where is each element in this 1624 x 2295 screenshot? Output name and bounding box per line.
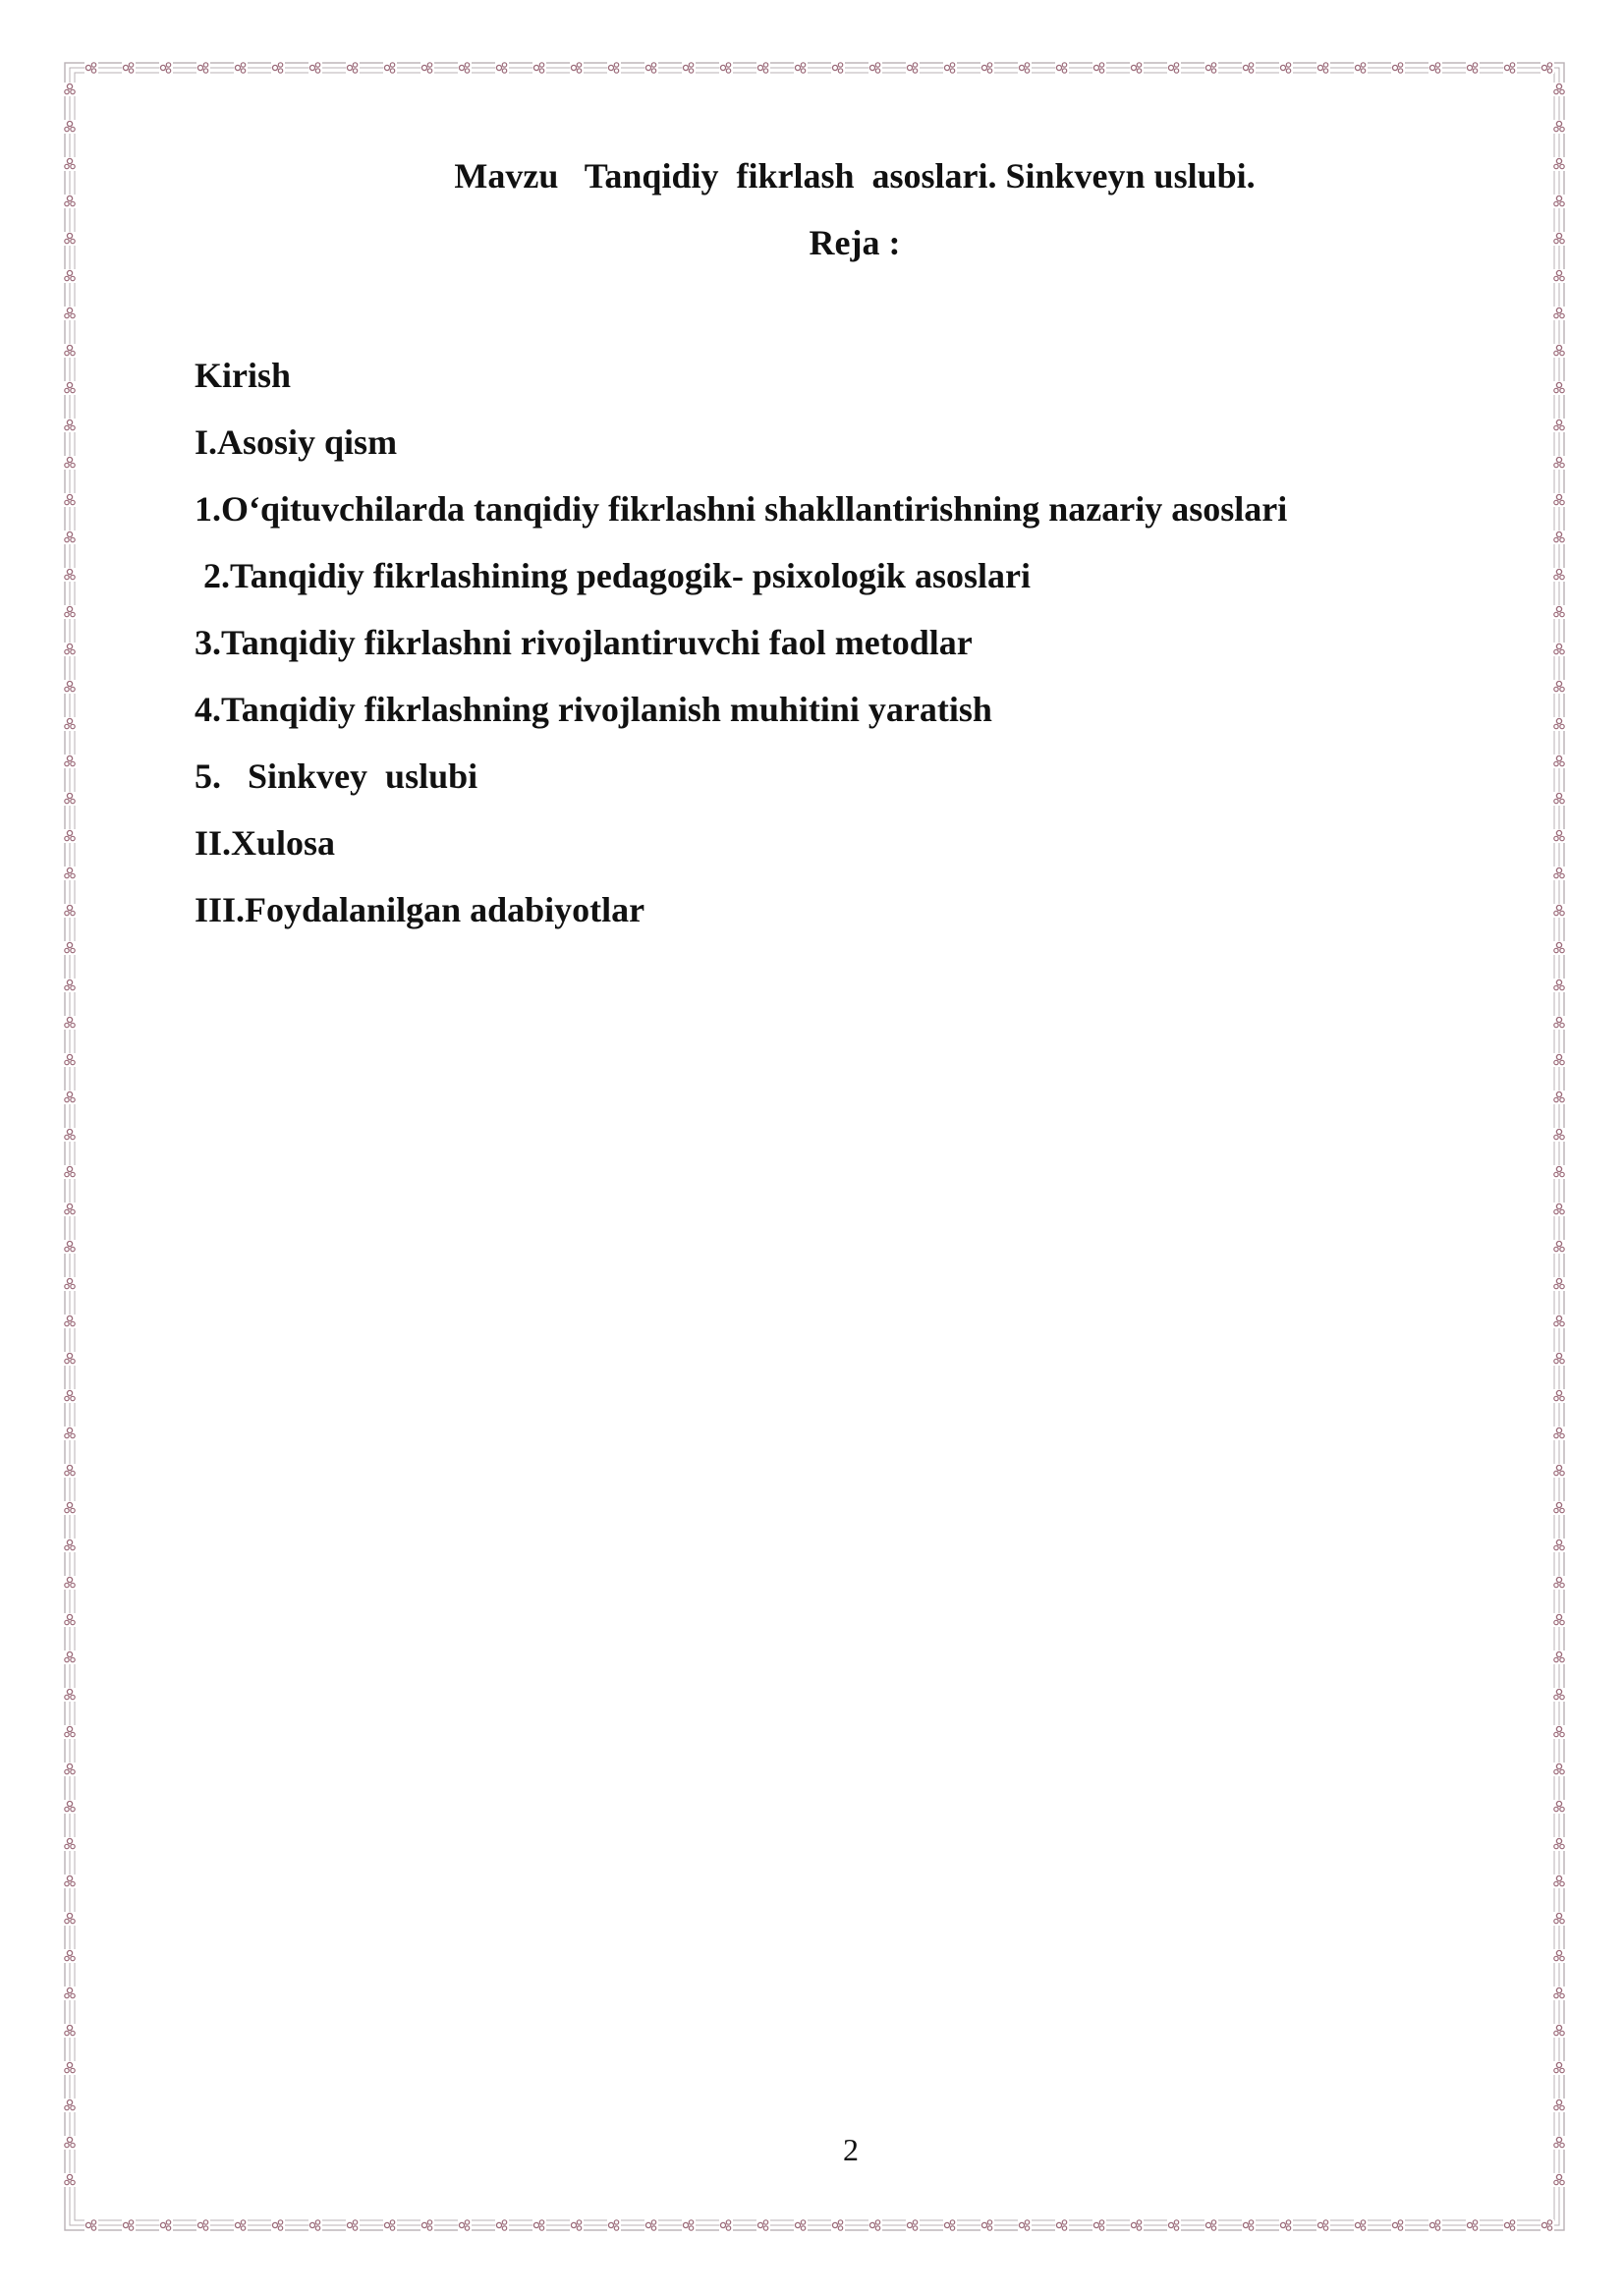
plan-item-introduction: Kirish (195, 356, 292, 395)
plan-item-3: 3.Tanqidiy fikrlashni rivojlantiruvchi faol metodlar (195, 623, 973, 662)
plan-item-2: 2.Tanqidiy fikrlashining pedagogik- psixologik asoslari (195, 556, 1031, 595)
plan-item-conclusion: II.Xulosa (195, 823, 336, 863)
plan-heading: Reja : (809, 223, 901, 262)
plan-item-5: 5. Sinkvey uslubi (195, 756, 478, 796)
plan-list (195, 354, 1287, 955)
page-number: 2 (843, 2132, 859, 2167)
plan-item-1: 1.O‘qituvchilarda tanqidiy fikrlashni shakllantirishning nazariy asoslari (195, 489, 1288, 529)
plan-item-references: III.Foydalanilgan adabiyotlar (195, 890, 645, 929)
plan-item-4: 4.Tanqidiy fikrlashning rivojlanish muhitini yaratish (195, 690, 992, 729)
plan-item-main-part: I.Asosiy qism (195, 422, 398, 462)
page-title: Mavzu Tanqidiy fikrlash asoslari. Sinkveyn uslubi. (454, 156, 1256, 196)
